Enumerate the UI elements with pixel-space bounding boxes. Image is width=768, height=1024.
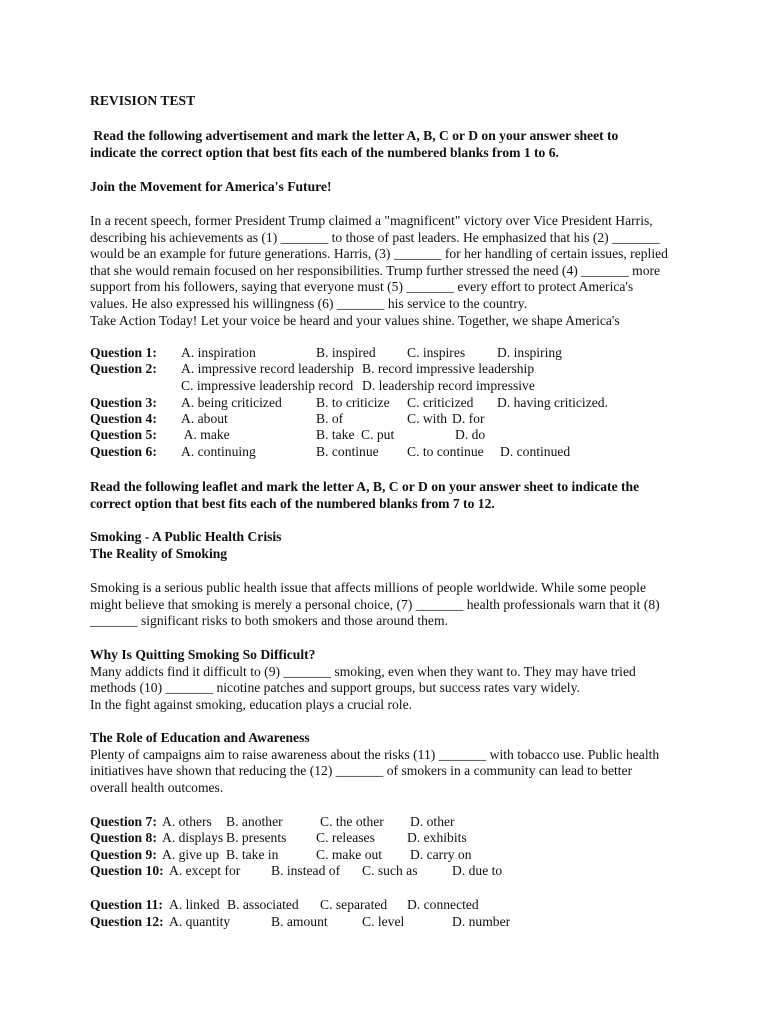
question-row: Question 2: A. impressive record leadership B. record impressive leadership <box>90 361 535 376</box>
question-row: Question 12: A. quantity B. amount C. level D. number <box>90 914 511 929</box>
section2-headings <box>90 529 680 562</box>
question-row: Question 6: A. continuing B. continue C. to continue D. continued <box>90 444 571 459</box>
section1-instruction: Read the following advertisement and mark the letter A, B, C or D on your answer sheet to indicate the correct option that best fits each of the numbered blanks from 1 to 6. <box>90 128 619 160</box>
section1-heading: Join the Movement for America's Future! <box>90 179 332 194</box>
section2-heading-education: The Role of Education and Awareness <box>90 730 310 745</box>
section2-heading-reality: The Reality of Smoking <box>90 545 228 561</box>
question-row: Question 10: A. except for B. instead of C. such as D. due to <box>90 863 503 878</box>
question-row: C. impressive leadership record D. leadership record impressive <box>181 378 535 393</box>
section1-passage: In a recent speech, former President Trump claimed a "magnificent" victory over Vice President Harris, describing his achievements as (1) _______ to those of past leaders. He emphasized that his (2) _______ would be an example for future generations. Harris, (3) _______ for her handling of certain issues, replied that she would remain focused on her responsibilities. Trump further stressed the need (4) _______ more support from his followers, saying that everyone must (5) _______ every effort to protect America's values. He also expressed his willingness (6) _______ his service to the country. Take Action Today! Let your voice be heard and your values shine. Together, we shape America's <box>90 213 668 328</box>
section2-paragraph-1: Smoking is a serious public health issue that affects millions of people worldwide. While some people might believe that smoking is merely a personal choice, (7) _______ health professionals warn that it (8) _______ significant risks to both smokers and those around them. <box>90 580 660 629</box>
question-row: Question 8: A. displays B. presents C. releases D. exhibits <box>90 830 467 845</box>
section2-paragraph-3: The Role of Education and Awareness Plenty of campaigns aim to raise awareness about the risks (11) _______ with tobacco use. Public health initiatives have shown that reducing the (12) _______ of smokers in a community can lead to better overall health outcomes. <box>90 730 680 796</box>
question-row: Question 11: A. linked B. associated C. separated D. connected <box>90 897 479 912</box>
question-row: Question 5: A. make B. take C. put D. do <box>90 427 486 442</box>
section2-paragraph-2: Why Is Quitting Smoking So Difficult? Many addicts find it difficult to (9) _______ smoking, even when they want to. They may have tried methods (10) _______ nicotine patches and support groups, but success rates vary widely. In the fight against smoking, education plays a crucial role. <box>90 647 680 713</box>
section2-heading-quitting: Why Is Quitting Smoking So Difficult? <box>90 647 316 662</box>
section2-instruction: Read the following leaflet and mark the letter A, B, C or D on your answer sheet to indicate the correct option that best fits each of the numbered blanks from 7 to 12. <box>90 479 640 511</box>
question-row: Question 1: A. inspiration B. inspired C. inspires D. inspiring <box>90 345 562 360</box>
question-row: Question 9: A. give up B. take in C. make out D. carry on <box>90 847 472 862</box>
section2-heading-crisis: Smoking - A Public Health Crisis <box>90 529 282 544</box>
question-row: Question 4: A. about B. of C. with D. for <box>90 411 485 426</box>
question-row: Question 7: A. others B. another C. the other D. other <box>90 814 455 829</box>
question-row: Question 3: A. being criticized B. to criticize C. criticized D. having criticized. <box>90 395 608 410</box>
page-title: REVISION TEST <box>90 93 196 108</box>
